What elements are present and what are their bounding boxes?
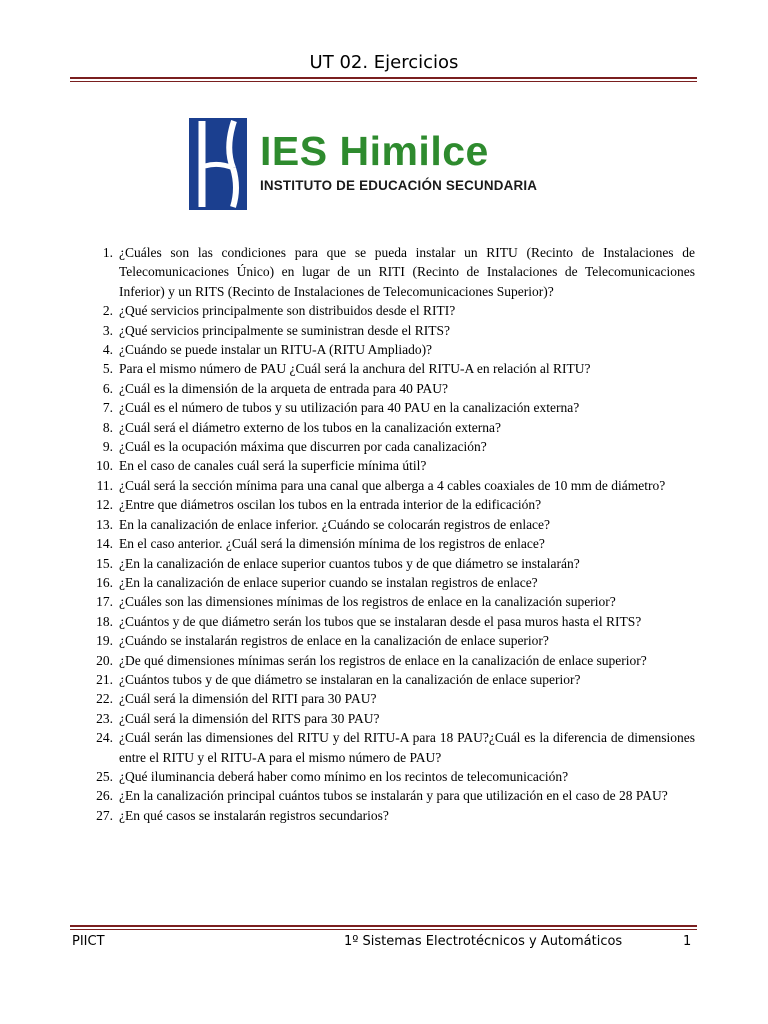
footer-course-code: PIICT [72, 934, 105, 949]
question-item [90, 806, 695, 825]
question-text: ¿Cuál es el número de tubos y su utilización para 40 PAU en la canalización externa? [119, 400, 580, 416]
question-item [90, 612, 695, 631]
question-number: 5. [102, 361, 113, 377]
question-text: ¿Entre que diámetros oscilan los tubos en la entrada interior de la edificación? [119, 497, 542, 513]
school-logo [189, 118, 589, 210]
question-item [90, 495, 695, 514]
question-item [90, 554, 695, 573]
question-item [90, 709, 695, 728]
footer-page-number: 1 [683, 934, 692, 949]
question-number: 12. [96, 497, 113, 513]
question-text: ¿Cuándo se puede instalar un RITU-A (RITU Ampliado)? [119, 342, 433, 358]
question-item [90, 670, 695, 689]
question-number: 15. [96, 555, 113, 571]
question-number: 20. [96, 652, 113, 668]
school-logo-name: IES Himilce [260, 128, 489, 174]
question-number: 19. [96, 633, 113, 649]
footer-rule [70, 925, 697, 927]
question-item [90, 243, 695, 301]
question-item [90, 592, 695, 611]
question-number: 13. [96, 516, 113, 532]
question-number: 26. [96, 788, 113, 804]
question-number: 25. [96, 768, 113, 784]
question-text: ¿Cuál serán las dimensiones del RITU y del RITU-A para 18 PAU?¿Cuál es la diferencia de dimensiones entre el RITU y el RITU-A para el mismo número de PAU? [119, 730, 695, 765]
question-text: ¿Cuándo se instalarán registros de enlace en la canalización de enlace superior? [119, 633, 549, 649]
footer-rule-thin [70, 929, 697, 930]
question-number: 22. [96, 691, 113, 707]
question-number: 3. [102, 322, 113, 338]
question-item [90, 786, 695, 805]
question-item [90, 651, 695, 670]
question-item [90, 456, 695, 475]
question-text: ¿Cuántos tubos y de que diámetro se instalaran en la canalización de enlace superior? [119, 671, 581, 687]
question-number: 7. [102, 400, 113, 416]
question-text: ¿En la canalización principal cuántos tubos se instalarán y para que utilización en el caso de 28 PAU? [119, 788, 668, 804]
question-text: ¿Cuál será el diámetro externo de los tubos en la canalización externa? [119, 419, 501, 435]
question-text: ¿Cuáles son las dimensiones mínimas de los registros de enlace en la canalización superior? [119, 594, 616, 610]
question-number: 17. [96, 594, 113, 610]
question-item [90, 437, 695, 456]
question-item [90, 515, 695, 534]
question-number: 2. [102, 303, 113, 319]
question-text: ¿Cuáles son las condiciones para que se pueda instalar un RITU (Recinto de Instalaciones de Telecomunicaciones Único) en lugar de un RITI (Recinto de Instalaciones de Telecomunicaciones Inferior) y un RITS (Recinto de Instalaciones de Telecomunicaciones Superior)? [119, 245, 695, 299]
question-text: ¿Cuál será la dimensión del RITS para 30 PAU? [119, 710, 380, 726]
question-item [90, 689, 695, 708]
question-number: 24. [96, 730, 113, 746]
question-number: 6. [102, 380, 113, 396]
header-rule-thin [70, 81, 697, 82]
question-number: 8. [102, 419, 113, 435]
question-number: 9. [102, 439, 113, 455]
question-number: 21. [96, 671, 113, 687]
question-number: 4. [102, 342, 113, 358]
question-number: 10. [96, 458, 113, 474]
school-logo-mark-icon [189, 118, 247, 210]
question-list [90, 243, 695, 825]
question-item [90, 573, 695, 592]
question-item [90, 398, 695, 417]
question-text: En el caso anterior. ¿Cuál será la dimensión mínima de los registros de enlace? [119, 536, 545, 552]
footer-course-name: 1º Sistemas Electrotécnicos y Automáticos [344, 934, 623, 949]
question-text: ¿Cuál es la dimensión de la arqueta de entrada para 40 PAU? [119, 380, 449, 396]
question-number: 27. [96, 807, 113, 823]
question-item [90, 359, 695, 378]
question-item [90, 631, 695, 650]
question-text: En la canalización de enlace inferior. ¿Cuándo se colocarán registros de enlace? [119, 516, 551, 532]
question-item [90, 418, 695, 437]
question-text: ¿Cuál será la sección mínima para una canal que alberga a 4 cables coaxiales de 10 mm de diámetro? [119, 477, 666, 493]
question-text: ¿Qué iluminancia deberá haber como mínimo en los recintos de telecomunicación? [119, 768, 569, 784]
question-item [90, 476, 695, 495]
question-text: ¿De qué dimensiones mínimas serán los registros de enlace en la canalización de enlace superior? [119, 652, 647, 668]
question-text: En el caso de canales cuál será la superficie mínima útil? [119, 458, 427, 474]
question-text: ¿En qué casos se instalarán registros secundarios? [119, 807, 389, 823]
page-header-title: UT 02. Ejercicios [309, 52, 459, 73]
question-text: ¿En la canalización de enlace superior cuando se instalan registros de enlace? [119, 574, 538, 590]
question-number: 11. [96, 477, 113, 493]
question-item [90, 321, 695, 340]
question-item [90, 301, 695, 320]
question-item [90, 767, 695, 786]
question-text: ¿Qué servicios principalmente se suministran desde el RITS? [119, 322, 451, 338]
question-text: ¿Cuántos y de que diámetro serán los tubos que se instalaran desde el pasa muros hasta el RITS? [119, 613, 642, 629]
question-number: 16. [96, 574, 113, 590]
question-item [90, 379, 695, 398]
question-item [90, 340, 695, 359]
question-number: 18. [96, 613, 113, 629]
question-text: ¿Qué servicios principalmente son distribuidos desde el RITI? [119, 303, 456, 319]
question-text: ¿En la canalización de enlace superior cuantos tubos y de que diámetro se instalarán? [119, 555, 580, 571]
question-item [90, 534, 695, 553]
question-number: 14. [96, 536, 113, 552]
question-item [90, 728, 695, 767]
header-rule [70, 77, 697, 79]
question-number: 1. [102, 245, 113, 260]
question-text: Para el mismo número de PAU ¿Cuál será la anchura del RITU-A en relación al RITU? [119, 361, 591, 377]
question-text: ¿Cuál es la ocupación máxima que discurren por cada canalización? [119, 439, 487, 455]
school-logo-subtitle: INSTITUTO DE EDUCACIÓN SECUNDARIA [260, 178, 538, 193]
question-number: 23. [96, 710, 113, 726]
question-text: ¿Cuál será la dimensión del RITI para 30 PAU? [119, 691, 377, 707]
